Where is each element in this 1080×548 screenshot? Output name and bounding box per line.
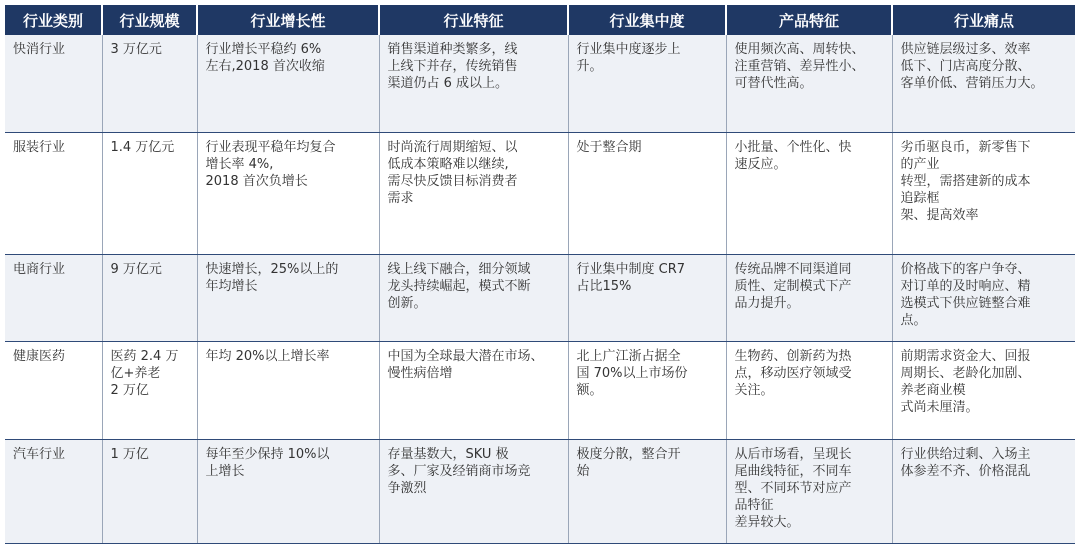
cell-features bbox=[379, 132, 568, 254]
cell-scale bbox=[102, 439, 197, 543]
cell-product-text: 从后市场看，呈现长 尾曲线特征，不同车 型、不同环节对应产 品特征 差异较大。 bbox=[734, 446, 852, 530]
cell-scale-text: 3 万亿元 bbox=[110, 42, 162, 57]
cell-scale bbox=[102, 254, 197, 341]
cell-concentration bbox=[568, 35, 726, 132]
cell-category bbox=[5, 35, 102, 132]
cell-concentration-text: 极度分散，整合开 始 bbox=[576, 446, 681, 479]
cell-product-text: 小批量、个性化、快 速反应。 bbox=[734, 139, 852, 172]
cell-product-text: 使用频次高、周转快、 注重营销、差异性小、 可替代性高。 bbox=[734, 42, 865, 91]
table-row bbox=[5, 254, 1075, 341]
cell-features-text: 存量基数大，SKU 极 多、厂家及经销商市场竞 争激烈 bbox=[387, 446, 531, 496]
table-header-row bbox=[5, 5, 1075, 35]
cell-pain bbox=[892, 341, 1075, 439]
industry-table bbox=[5, 5, 1075, 544]
cell-concentration-text: 行业集中制度 CR7 占比15% bbox=[576, 261, 686, 294]
cell-concentration bbox=[568, 439, 726, 543]
header-scale: 行业规模 bbox=[102, 5, 197, 35]
cell-growth-text: 年均 20%以上增长率 bbox=[205, 348, 330, 364]
cell-product bbox=[726, 341, 892, 439]
cell-features-text: 销售渠道种类繁多，线 上线下并存，传统销售 渠道仍占 6 成以上。 bbox=[387, 42, 518, 91]
cell-scale bbox=[102, 341, 197, 439]
cell-category-text: 服装行业 bbox=[13, 139, 66, 155]
cell-category bbox=[5, 132, 102, 254]
cell-growth bbox=[197, 341, 379, 439]
cell-concentration-text: 北上广江浙占据全 国 70%以上市场份 额。 bbox=[576, 348, 688, 398]
cell-growth-text: 快速增长，25%以上的 年均增长 bbox=[205, 261, 339, 294]
cell-growth-text: 行业增长平稳约 6% 左右,2018 首次收缩 bbox=[205, 42, 325, 74]
cell-concentration-text: 行业集中度逐步上 升。 bbox=[576, 42, 681, 74]
cell-features bbox=[379, 341, 568, 439]
table-row bbox=[5, 439, 1075, 543]
header-growth: 行业增长性 bbox=[197, 5, 379, 35]
cell-growth-text: 每年至少保持 10%以 上增长 bbox=[205, 446, 330, 479]
table-row bbox=[5, 132, 1075, 254]
cell-scale-text: 1.4 万亿元 bbox=[110, 139, 175, 155]
header-concentration: 行业集中度 bbox=[568, 5, 726, 35]
cell-growth-text: 行业表现平稳年均复合 增长率 4%, 2018 首次负增长 bbox=[205, 139, 336, 189]
cell-category-text: 快消行业 bbox=[13, 42, 66, 57]
cell-category-text: 健康医药 bbox=[13, 348, 66, 364]
cell-features bbox=[379, 35, 568, 132]
cell-growth bbox=[197, 254, 379, 341]
cell-concentration bbox=[568, 254, 726, 341]
cell-scale-text: 1 万亿 bbox=[110, 446, 149, 462]
cell-features bbox=[379, 439, 568, 543]
cell-product bbox=[726, 35, 892, 132]
cell-pain-text: 劣币驱良币，新零售下 的产业 转型，需搭建新的成本 追踪框 架、提高效率 bbox=[900, 139, 1031, 223]
cell-growth bbox=[197, 35, 379, 132]
cell-pain-text: 供应链层级过多、效率 低下、门店高度分散、 客单价低、营销压力大。 bbox=[900, 42, 1044, 91]
cell-pain bbox=[892, 439, 1075, 543]
cell-category bbox=[5, 341, 102, 439]
cell-product-text: 生物药、创新药为热 点，移动医疗领域受 关注。 bbox=[734, 348, 852, 398]
cell-concentration bbox=[568, 341, 726, 439]
cell-growth bbox=[197, 439, 379, 543]
cell-pain-text: 行业供给过剩、入场主 体参差不齐、价格混乱 bbox=[900, 446, 1031, 479]
cell-scale-text: 9 万亿元 bbox=[110, 261, 162, 277]
cell-product bbox=[726, 132, 892, 254]
cell-pain-text: 前期需求资金大、回报 周期长、老龄化加剧、 养老商业模 式尚未厘清。 bbox=[900, 348, 1031, 415]
table-row bbox=[5, 35, 1075, 132]
cell-features bbox=[379, 254, 568, 341]
header-pain: 行业痛点 bbox=[892, 5, 1075, 35]
cell-category-text: 电商行业 bbox=[13, 261, 66, 277]
cell-product bbox=[726, 254, 892, 341]
header-category: 行业类别 bbox=[5, 5, 102, 35]
cell-product bbox=[726, 439, 892, 543]
cell-features-text: 线上线下融合，细分领域 龙头持续崛起，模式不断 创新。 bbox=[387, 261, 531, 311]
cell-category bbox=[5, 439, 102, 543]
header-product: 产品特征 bbox=[726, 5, 892, 35]
cell-category-text: 汽车行业 bbox=[13, 446, 66, 462]
industry-table-wrapper bbox=[5, 5, 1075, 543]
cell-category bbox=[5, 254, 102, 341]
header-features: 行业特征 bbox=[379, 5, 568, 35]
cell-scale-text: 医药 2.4 万 亿+养老 2 万亿 bbox=[110, 348, 179, 398]
cell-concentration-text: 处于整合期 bbox=[576, 139, 642, 155]
cell-product-text: 传统品牌不同渠道同 质性、定制模式下产 品力提升。 bbox=[734, 261, 852, 311]
cell-features-text: 时尚流行周期缩短、以 低成本策略难以继续, 需尽快反馈目标消费者 需求 bbox=[387, 139, 518, 206]
cell-pain bbox=[892, 132, 1075, 254]
table-row bbox=[5, 341, 1075, 439]
cell-features-text: 中国为全球最大潜在市场、 慢性病倍增 bbox=[387, 348, 544, 381]
cell-concentration bbox=[568, 132, 726, 254]
cell-pain bbox=[892, 35, 1075, 132]
cell-pain bbox=[892, 254, 1075, 341]
cell-growth bbox=[197, 132, 379, 254]
cell-scale bbox=[102, 132, 197, 254]
cell-scale bbox=[102, 35, 197, 132]
cell-pain-text: 价格战下的客户争夺、 对订单的及时响应、精 选模式下供应链整合难 点。 bbox=[900, 261, 1031, 328]
